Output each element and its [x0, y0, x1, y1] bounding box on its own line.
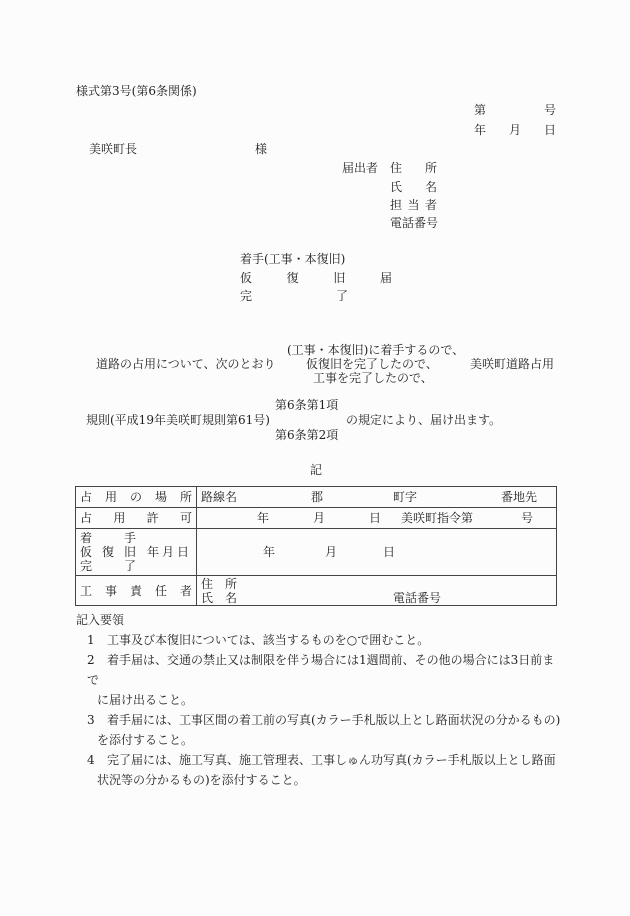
lot-label: 番地先 — [501, 490, 538, 504]
permit-number-suffix: 号 — [521, 511, 534, 525]
body-tail: 美咲町道路占用 — [470, 357, 555, 371]
table-row-permit — [76, 508, 557, 529]
permit-directive: 美咲町指令第 — [401, 511, 474, 525]
document-date — [474, 123, 556, 137]
document-number — [474, 103, 556, 117]
article-option-2: 第6条第2項 — [275, 428, 339, 442]
body-option-temporary: 仮復旧を完了したので、 — [306, 357, 438, 371]
instructions-heading: 記入要領 — [76, 613, 125, 627]
applicant-phone-label: 電 話 番 号 — [390, 216, 439, 230]
supervisor-phone-label: 電話番号 — [393, 590, 442, 605]
doc-number-prefix: 第 — [474, 103, 487, 117]
body-rule: 規則(平成19年美咲町規則第61号) — [86, 413, 270, 427]
permit-year: 年 — [257, 511, 270, 525]
supervisor-name-label: 氏 名 — [201, 590, 238, 605]
body-closing: の規定により、届け出ます。 — [346, 413, 502, 427]
instruction-item-2: 2 着手届は、交通の禁止又は制限を伴う場合には1週間前、その他の場合には3日前まで — [87, 653, 555, 687]
instruction-item-2-cont: に届け出ること。 — [97, 693, 194, 707]
dates-month: 月 — [325, 545, 338, 559]
title-line-complete: 完 了 — [240, 289, 349, 303]
title-line-temporary: 仮 復 旧 届 — [240, 271, 392, 285]
date-day: 日 — [543, 123, 556, 137]
body-lead: 道路の占用について、次のとおり — [96, 357, 276, 371]
addressee-honorific: 様 — [255, 142, 268, 156]
route-name-label: 路線名 — [201, 490, 238, 504]
supervisor-address-label: 住 所 — [201, 576, 238, 591]
applicant-name-label: 氏 名 — [390, 180, 437, 194]
applicant-contact-label: 担 当 者 — [390, 198, 437, 212]
ki-heading: 記 — [310, 463, 323, 477]
instruction-item-4: 4 完了届には、施工写真、施工管理表、工事しゅん功写真(カラー手札版以上とし路面 — [87, 753, 556, 767]
doc-number-suffix: 号 — [543, 103, 556, 117]
table-row-location — [76, 487, 557, 508]
instruction-item-1: 1 工事及び本復旧については、該当するものを○で囲むこと。 — [87, 633, 430, 647]
applicant-address-label: 住 所 — [390, 161, 437, 175]
dates-day: 日 — [383, 545, 396, 559]
location-field[interactable] — [197, 487, 557, 508]
date-year: 年 — [474, 123, 487, 137]
permit-day: 日 — [369, 511, 382, 525]
supervisor-label: 工 事 責 任 者 — [76, 576, 197, 606]
instruction-item-3-cont: を添付すること。 — [97, 733, 194, 747]
body-option-start: (工事・本復旧)に着手するので、 — [287, 343, 465, 357]
town-label: 町字 — [393, 490, 418, 504]
instruction-item-4-cont: 状況等の分かるもの)を添付すること。 — [97, 773, 306, 787]
title-line-start: 着手(工事・本復旧) — [240, 252, 346, 266]
dates-year: 年 — [263, 545, 276, 559]
body-option-complete: 工事を完了したので、 — [313, 371, 433, 385]
supervisor-field[interactable] — [197, 576, 557, 606]
permit-field[interactable] — [197, 508, 557, 529]
dates-label: 着 手 仮 復 旧 年月日 完 了 — [76, 529, 197, 576]
applicant-label: 届出者 — [342, 161, 379, 175]
permit-month: 月 — [313, 511, 326, 525]
county-label: 郡 — [311, 490, 324, 504]
details-table — [75, 486, 557, 606]
instruction-item-3: 3 着手届には、工事区間の着工前の写真(カラー手札版以上とし路面状況の分かるもの) — [87, 713, 561, 727]
addressee-name: 美咲町長 — [89, 142, 138, 156]
article-option-1: 第6条第1項 — [275, 398, 339, 412]
location-label: 占 用 の 場 所 — [76, 487, 197, 508]
table-row-supervisor — [76, 576, 557, 606]
instructions — [77, 610, 561, 790]
form-number: 様式第3号(第6条関係) — [76, 84, 197, 98]
permit-label: 占 用 許 可 — [76, 508, 197, 529]
dates-field[interactable] — [197, 529, 557, 576]
date-month: 月 — [508, 123, 521, 137]
table-row-dates — [76, 529, 557, 576]
